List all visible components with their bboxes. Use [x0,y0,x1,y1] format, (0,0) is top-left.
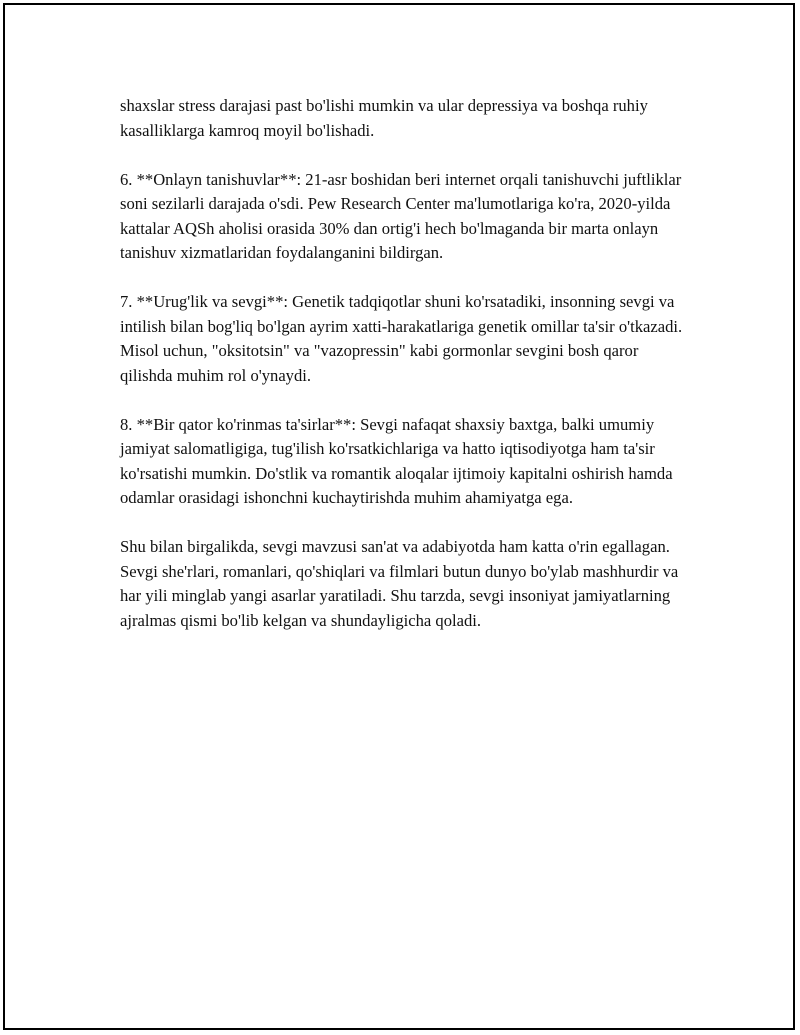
page-frame [3,3,795,1030]
paragraph-online-dating: 6. **Onlayn tanishuvlar**: 21-asr boshidan beri internet orqali tanishuvchi juftliklar soni sezilarli darajada o'sdi. Pew Research Center ma'lumotlariga ko'ra, 2020-yilda kattalar AQSh aholisi orasida 30% dan ortig'i hech bo'lmaganda bir marta onlayn tanishuv xizmatlaridan foydalanganini bildirgan. [120,169,682,262]
paragraph-invisible-effects: 8. **Bir qator ko'rinmas ta'sirlar**: Sevgi nafaqat shaxsiy baxtga, balki umumiy jamiyat salomatligiga, tug'ilish ko'rsatkichlariga va hatto iqtisodiyotga ham ta'sir ko'rsatishi mumkin. Do'stlik va romantik aloqalar ijtimoiy kapitalni oshirish hamda odamlar orasidagi ishonchni kuchaytirishda muhim ahamiyatga ega. [120,414,673,507]
paragraph-genetics-love: 7. **Urug'lik va sevgi**: Genetik tadqiqotlar shuni ko'rsatadiki, insonning sevgi va intilish bilan bog'liq bo'lgan ayrim xatti-harakatlariga genetik omillar ta'sir o'tkazadi. Misol uchun, "oksitotsin" va "vazopressin" kabi gormonlar sevgini bosh qaror qilishda muhim rol o'ynaydi. [120,292,683,385]
paragraph-art-literature: Shu bilan birgalikda, sevgi mavzusi san'at va adabiyotda ham katta o'rin egallagan. Sevgi she'rlari, romanlari, qo'shiqlari va filmlari butun dunyo bo'ylab mashhurdir va har yili minglab yangi asarlar yaratiladi. Shu tarzda, sevgi insoniyat jamiyatlarning ajralmas qismi bo'lib kelgan va shundayligicha qoladi. [120,537,679,630]
document-body [120,94,690,658]
paragraph-continuation: shaxslar stress darajasi past bo'lishi mumkin va ular depressiya va boshqa ruhiy kasalliklarga kamroq moyil bo'lishadi. [120,96,648,140]
